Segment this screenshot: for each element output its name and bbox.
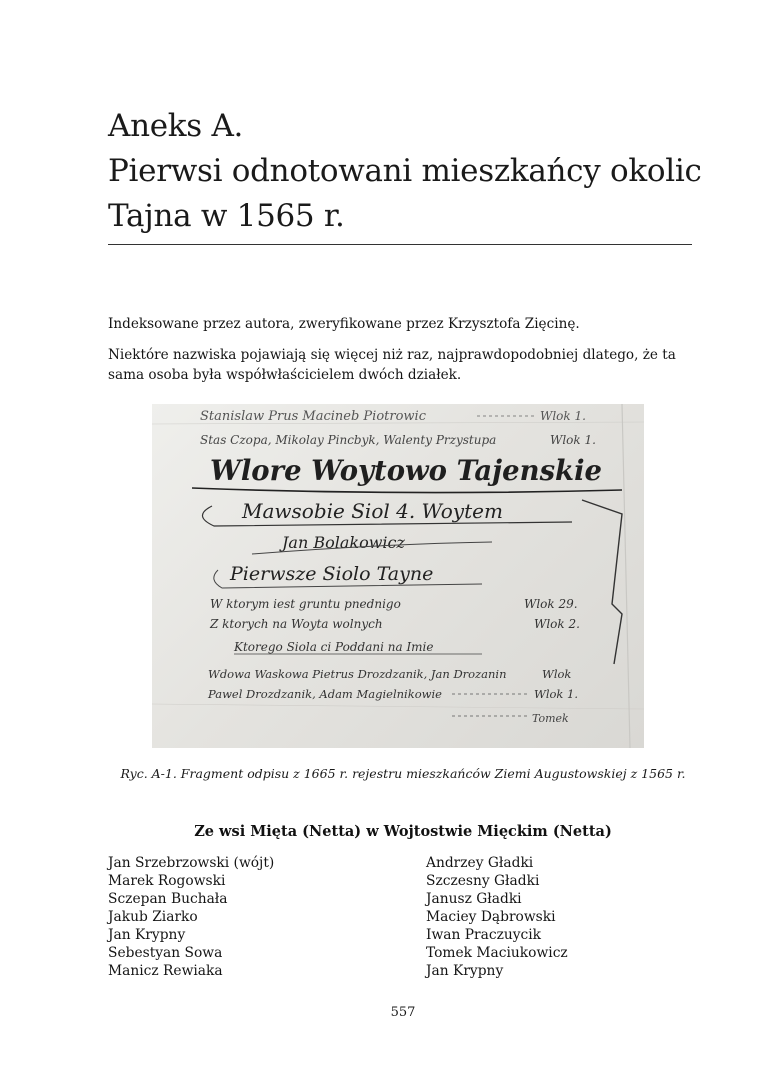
list-item: Jakub Ziarko: [108, 909, 198, 925]
ms-line-6-right: Wlok: [542, 667, 572, 681]
title-line-3: Tajna w 1565 r.: [108, 198, 345, 234]
ms-header: Wlore Woytowo Tajenskie: [210, 454, 602, 487]
title-line-2: Pierwsi odnotowani mieszkańcy okolic: [108, 153, 702, 189]
ms-line-5: Ktorego Siola ci Poddani na Imie: [234, 640, 434, 654]
title-line-1: Aneks A.: [108, 108, 244, 144]
list-item: Maciey Dąbrowski: [426, 909, 556, 925]
list-item: Sebestyan Sowa: [108, 945, 223, 961]
ms-line-8-right: Tomek: [532, 712, 569, 725]
section-heading: Ze wsi Mięta (Netta) w Wojtostwie Mięckim (Netta): [194, 823, 612, 840]
ms-line-7-right: Wlok 1.: [534, 687, 579, 701]
list-item: Szczesny Gładki: [426, 873, 540, 889]
ms-subheader: Mawsobie Siol 4. Woytem: [242, 499, 503, 523]
list-item: Tomek Maciukowicz: [426, 945, 568, 961]
list-item: Jan Srzebrzowski (wójt): [108, 855, 275, 871]
names-right-column: [426, 854, 726, 980]
list-item: Sczepan Buchała: [108, 891, 228, 907]
list-item: Jan Krypny: [426, 963, 504, 979]
page-number: 557: [390, 1005, 416, 1020]
list-item: Jan Krypny: [108, 927, 186, 943]
figure-caption: Ryc. A-1. Fragment odpisu z 1665 r. rejestru mieszkańców Ziemi Augustowskiej z 1565 r.: [120, 766, 686, 781]
names-left-column: [108, 854, 408, 980]
ms-village: Pierwsze Siolo Tayne: [230, 563, 434, 585]
ms-line-3-right: Wlok 29.: [524, 597, 578, 611]
annex-title: [108, 104, 702, 239]
ms-line-2-right: Wlok 1.: [550, 433, 596, 447]
ms-line-3: W ktorym iest gruntu pnednigo: [210, 597, 401, 611]
intro-paragraph-1: Indeksowane przez autora, zweryfikowane przez Krzysztofa Zięcinę.: [108, 316, 580, 332]
ms-line-6: Wdowa Waskowa Pietrus Drozdzanik, Jan Drozanin: [208, 667, 507, 681]
ms-line-7: Pawel Drozdzanik, Adam Magielnikowie: [208, 687, 442, 701]
ms-line-4-right: Wlok 2.: [534, 617, 580, 631]
list-item: Iwan Praczuycik: [426, 927, 542, 943]
ms-line-4: Z ktorych na Woyta wolnych: [210, 617, 383, 631]
list-item: Janusz Gładki: [426, 891, 522, 907]
manuscript-scan: [152, 404, 644, 748]
list-item: Andrzey Gładki: [426, 855, 534, 871]
list-item: Manicz Rewiaka: [108, 963, 223, 979]
intro-paragraph-2: Niektóre nazwiska pojawiają się więcej niż raz, najprawdopodobniej dlatego, że ta sama osoba była współwłaścicielem dwóch działek.: [108, 347, 676, 383]
ms-line-1-right: Wlok 1.: [540, 409, 586, 423]
list-item: Marek Rogowski: [108, 873, 226, 889]
ms-name: Jan Bolakowicz: [282, 533, 405, 552]
ms-line-1: Stanislaw Prus Macineb Piotrowic: [200, 409, 426, 424]
ms-line-2: Stas Czopa, Mikolay Pincbyk, Walenty Przystupa: [200, 433, 497, 447]
manuscript-image: [152, 404, 644, 748]
title-divider: [108, 244, 692, 245]
